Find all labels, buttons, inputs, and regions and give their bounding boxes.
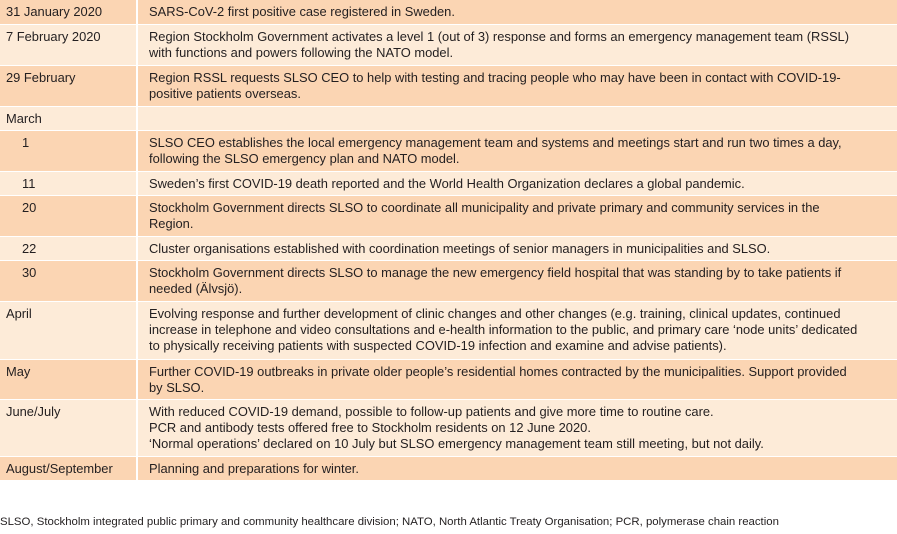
description-line: With reduced COVID-19 demand, possible to follow-up patients and give more time to routine care. [149, 404, 714, 419]
description-line: Stockholm Government directs SLSO to manage the new emergency field hospital that was standing by to take patients if [149, 265, 842, 280]
row-description [138, 196, 897, 236]
row-date: 30 [0, 261, 138, 301]
description-line: Further COVID-19 outbreaks in private older people’s residential homes contracted by the municipalities. Support provided [149, 364, 847, 379]
row-date: March [0, 107, 138, 130]
description-line: positive patients overseas. [149, 86, 301, 101]
description-line: following the SLSO emergency plan and NATO model. [149, 151, 460, 166]
timeline-row [0, 261, 897, 302]
description-line: Planning and preparations for winter. [149, 461, 359, 476]
description-line: to physically receiving patients with suspected COVID-19 infection and examine and advise patients). [149, 338, 727, 353]
description-line: by SLSO. [149, 380, 205, 395]
timeline-row [0, 66, 897, 107]
row-description [138, 261, 897, 301]
description-line: Region. [149, 216, 194, 231]
row-description [138, 172, 897, 195]
row-description [138, 237, 897, 260]
timeline-row [0, 172, 897, 196]
description-line: PCR and antibody tests offered free to Stockholm residents on 12 June 2020. [149, 420, 591, 435]
table-footnote: SLSO, Stockholm integrated public primary and community healthcare division; NATO, North Atlantic Treaty Organisation; PCR, polymerase chain reaction [0, 516, 779, 528]
row-date: June/July [0, 400, 138, 456]
row-date: 1 [0, 131, 138, 171]
row-description [138, 400, 897, 456]
timeline-row [0, 25, 897, 66]
timeline-row [0, 457, 897, 481]
row-description [138, 360, 897, 399]
row-description [138, 0, 897, 24]
row-date: 22 [0, 237, 138, 260]
timeline-row [0, 237, 897, 261]
timeline-row [0, 107, 897, 131]
row-description [138, 25, 897, 65]
description-line: Region Stockholm Government activates a level 1 (out of 3) response and forms an emergency management team (RSSL) [149, 29, 850, 44]
description-line: Evolving response and further development of clinic changes and other changes (e.g. training, clinical updates, continued [149, 306, 841, 321]
description-line: Region RSSL requests SLSO CEO to help with testing and tracing people who may have been in contact with COVID-19- [149, 70, 841, 85]
row-date: 7 February 2020 [0, 25, 138, 65]
row-date: 20 [0, 196, 138, 236]
description-line: SLSO CEO establishes the local emergency management team and systems and meetings start and run two times a day, [149, 135, 842, 150]
row-date: August/September [0, 457, 138, 480]
description-line: SARS-CoV-2 first positive case registered in Sweden. [149, 4, 455, 19]
description-line: increase in telephone and video consultations and e-health information to the public, and primary care ‘node units’ dedicated [149, 322, 858, 337]
timeline-row [0, 302, 897, 360]
timeline-row [0, 196, 897, 237]
row-description [138, 107, 897, 130]
description-line: Stockholm Government directs SLSO to coordinate all municipality and private primary and community services in the [149, 200, 820, 215]
description-line: with functions and powers following the NATO model. [149, 45, 454, 60]
timeline-row [0, 0, 897, 25]
row-description [138, 302, 897, 359]
timeline-row [0, 400, 897, 457]
timeline-row [0, 131, 897, 172]
row-description [138, 66, 897, 106]
row-date: 11 [0, 172, 138, 195]
timeline-row [0, 360, 897, 400]
row-description [138, 457, 897, 480]
row-date: April [0, 302, 138, 359]
description-line: Sweden’s first COVID-19 death reported and the World Health Organization declares a global pandemic. [149, 176, 745, 191]
row-date: 29 February [0, 66, 138, 106]
description-line: ‘Normal operations’ declared on 10 July but SLSO emergency management team still meeting, but not daily. [149, 436, 764, 451]
row-description [138, 131, 897, 171]
description-line: needed (Älvsjö). [149, 281, 243, 296]
description-line: Cluster organisations established with coordination meetings of senior managers in municipalities and SLSO. [149, 241, 771, 256]
row-date: May [0, 360, 138, 399]
row-date: 31 January 2020 [0, 0, 138, 24]
